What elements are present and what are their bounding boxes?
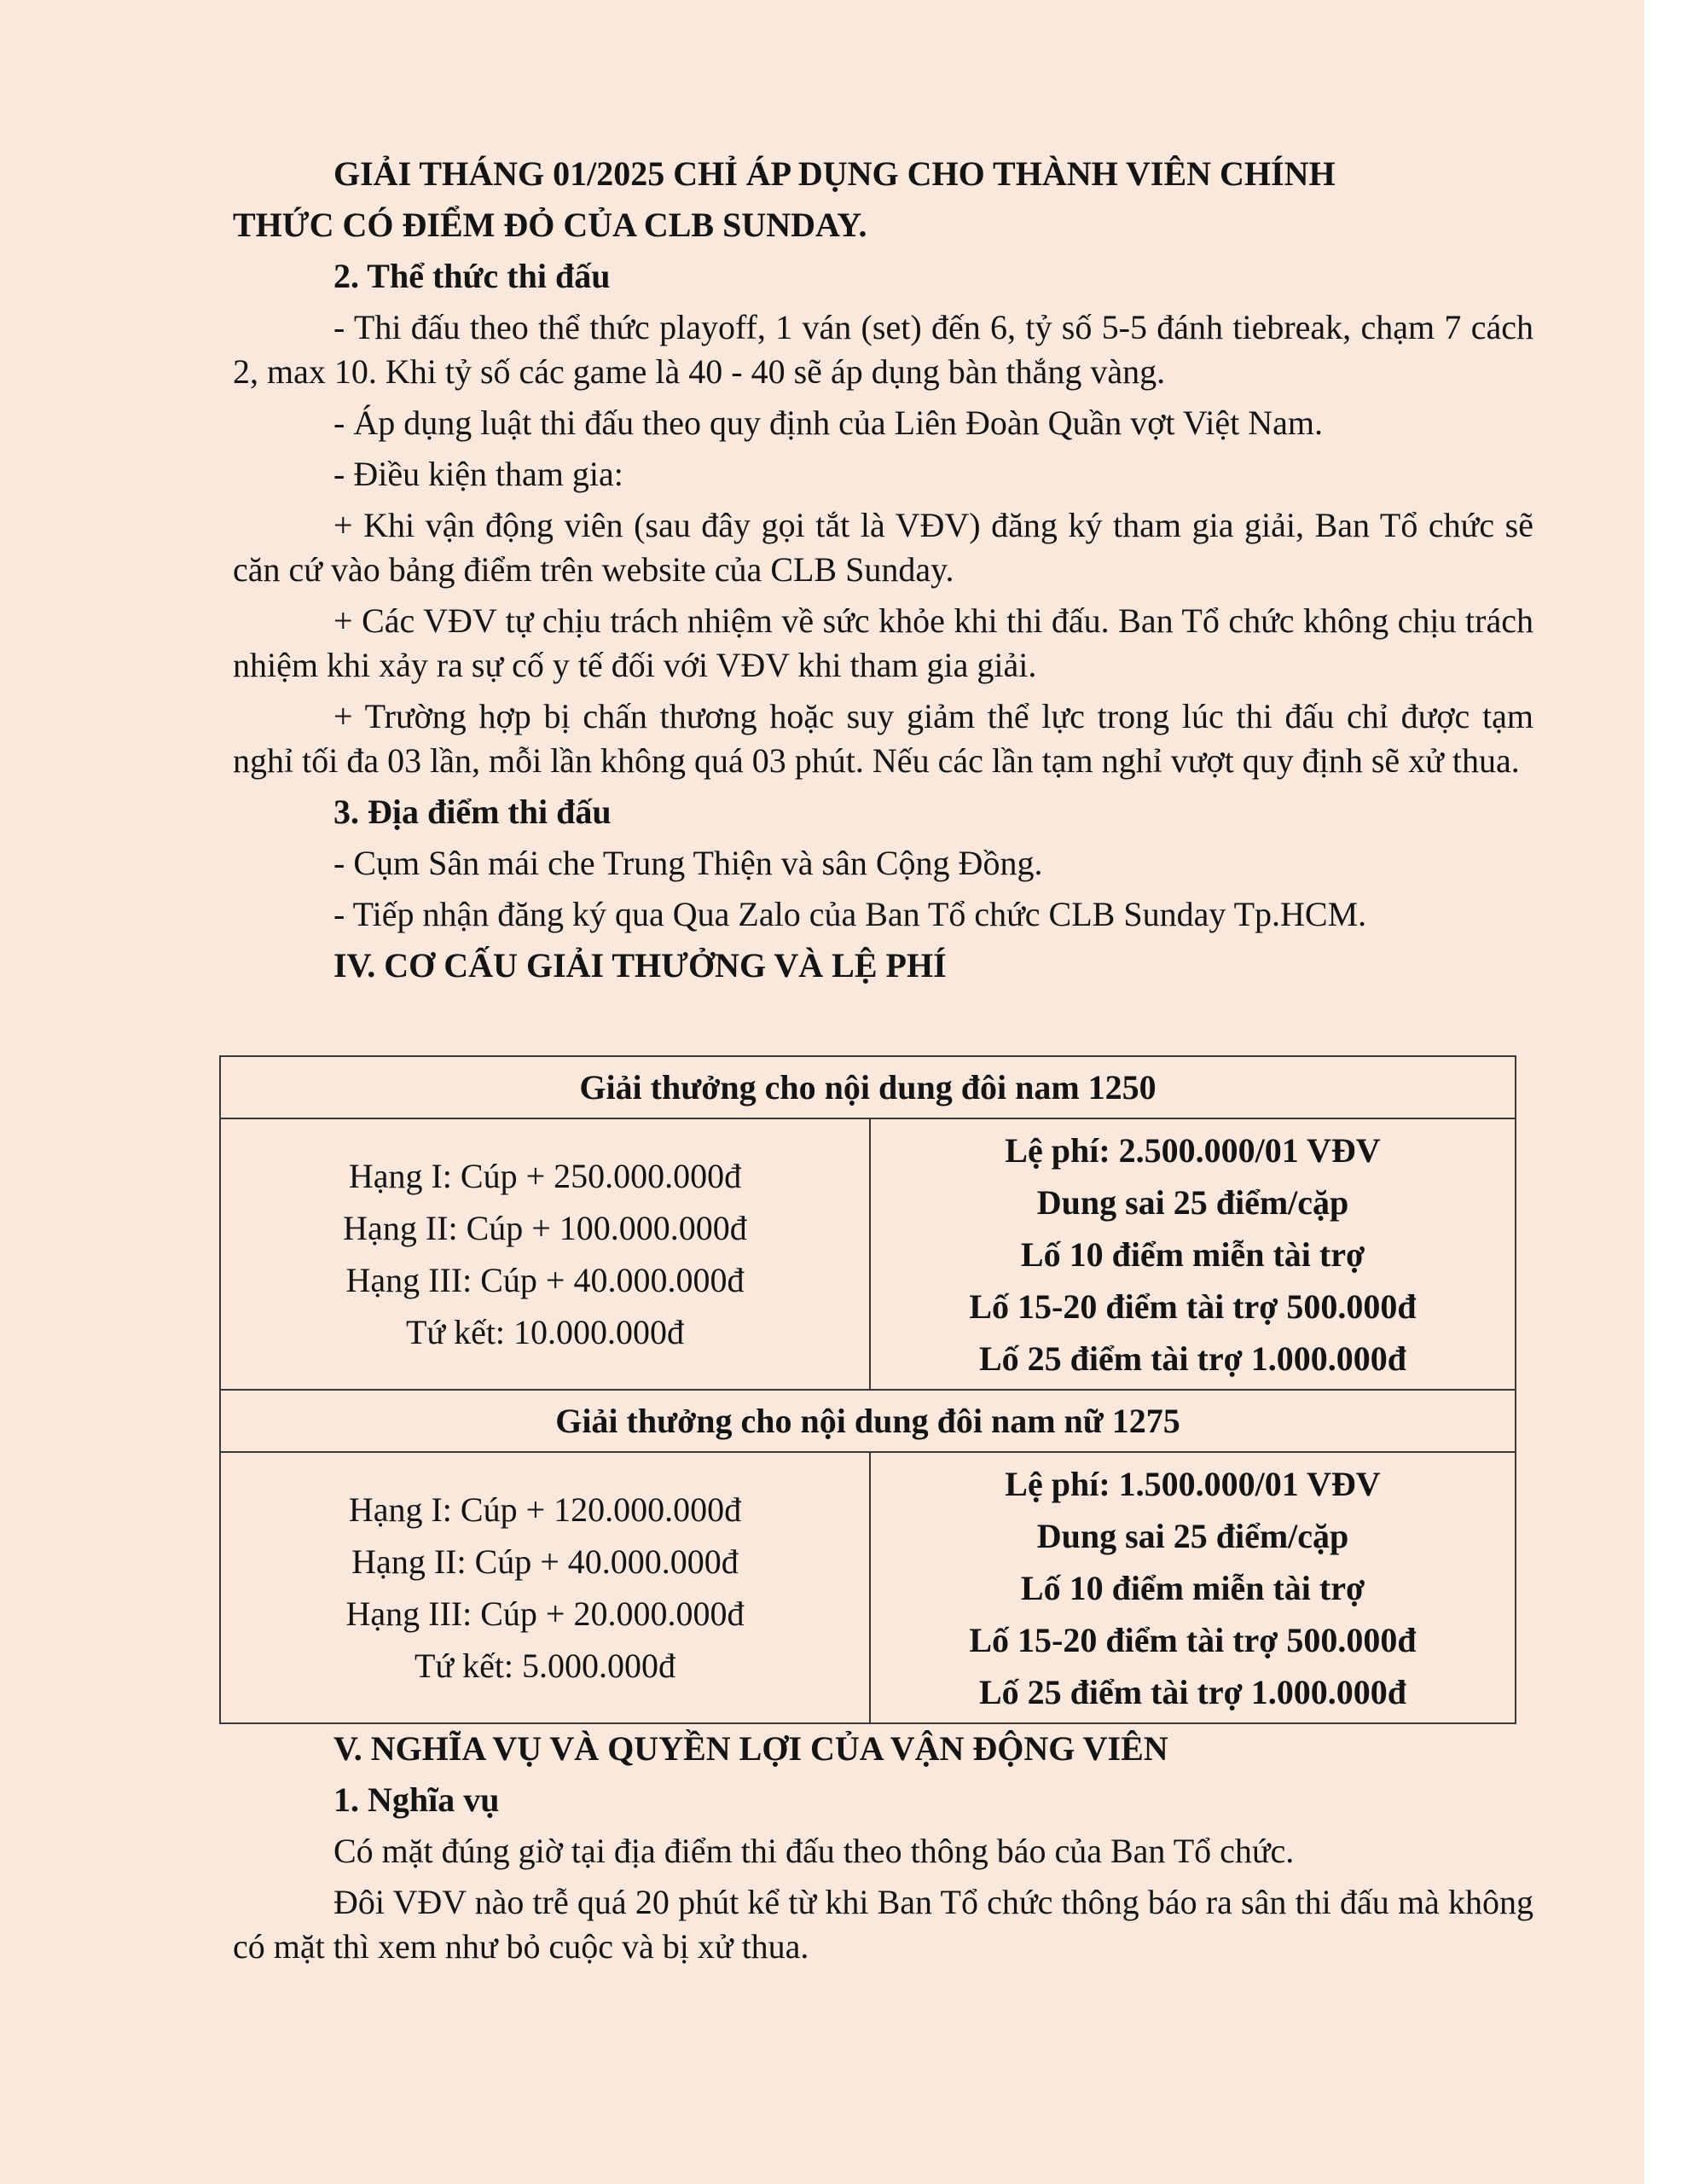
prize-line: Hạng I: Cúp + 120.000.000đ (348, 1490, 742, 1529)
document-body (233, 152, 1533, 995)
section-5-paragraph-1: Có mặt đúng giờ tại địa điểm thi đấu theo thông báo của Ban Tổ chức. (333, 1832, 1295, 1870)
table-row (220, 1452, 1516, 1723)
fee-line: Lố 25 điểm tài trợ 1.000.000đ (978, 1339, 1406, 1378)
men-doubles-fees (870, 1118, 1516, 1390)
prize-line: Tứ kết: 10.000.000đ (405, 1313, 685, 1351)
fee-line: Dung sai 25 điểm/cặp (1036, 1516, 1349, 1555)
fee-line: Dung sai 25 điểm/cặp (1036, 1182, 1349, 1222)
fee-line: Lố 10 điểm miễn tài trợ (1020, 1568, 1365, 1607)
section-2-paragraph-5: + Các VĐV tự chịu trách nhiệm về sức khỏe khi thi đấu. Ban Tổ chức không chịu trách nhiệm khi xảy ra sự cố y tế đối với VĐV khi tham gia giải. (233, 601, 1533, 684)
section-5-subtitle: 1. Nghĩa vụ (333, 1780, 500, 1819)
section-2-paragraph-3: - Điều kiện tham gia: (333, 455, 623, 493)
section-5-title: V. NGHĨA VỤ VÀ QUYỀN LỢI CỦA VẬN ĐỘNG VIÊN (333, 1729, 1168, 1768)
section-2-title: 2. Thể thức thi đấu (333, 257, 611, 295)
eligibility-notice (233, 152, 1533, 196)
fee-line: Lố 15-20 điểm tài trợ 500.000đ (969, 1287, 1417, 1326)
section-2-paragraph-4: + Khi vận động viên (sau đây gọi tắt là VĐV) đăng ký tham gia giải, Ban Tổ chức sẽ căn cứ vào bảng điểm trên website của CLB Sunday. (233, 506, 1533, 589)
section-3-paragraph-2: - Tiếp nhận đăng ký qua Qua Zalo của Ban Tổ chức CLB Sunday Tp.HCM. (333, 895, 1367, 933)
notice-line-1: GIẢI THÁNG 01/2025 CHỈ ÁP DỤNG CHO THÀNH VIÊN CHÍNH (333, 154, 1336, 193)
section-2-paragraph-2: - Áp dụng luật thi đấu theo quy định của Liên Đoàn Quần vợt Việt Nam. (333, 404, 1323, 442)
fee-line: Lố 10 điểm miễn tài trợ (1020, 1234, 1365, 1274)
prize-line: Hạng II: Cúp + 40.000.000đ (351, 1542, 739, 1581)
table-row (220, 1390, 1516, 1452)
table-row (220, 1118, 1516, 1390)
notice-line-2: THỨC CÓ ĐIỂM ĐỎ CỦA CLB SUNDAY. (233, 206, 867, 244)
section-5 (233, 1727, 1533, 1976)
section-3-paragraph-1: - Cụm Sân mái che Trung Thiện và sân Cộng Đồng. (333, 844, 1043, 882)
prize-line: Tứ kết: 5.000.000đ (414, 1647, 676, 1685)
table-row (220, 1056, 1516, 1118)
section-2-paragraph-6: + Trường hợp bị chấn thương hoặc suy giảm thể lực trong lúc thi đấu chỉ được tạm nghỉ tối đa 03 lần, mỗi lần không quá 03 phút. Nếu các lần tạm nghỉ vượt quy định sẽ xử thua. (233, 697, 1533, 780)
fee-line: Lố 25 điểm tài trợ 1.000.000đ (978, 1672, 1406, 1711)
men-doubles-prizes (220, 1118, 870, 1390)
section-2-paragraph-1: - Thi đấu theo thể thức playoff, 1 ván (set) đến 6, tỷ số 5-5 đánh tiebreak, chạm 7 cách 2, max 10. Khi tỷ số các game là 40 - 40 sẽ áp dụng bàn thắng vàng. (233, 308, 1533, 391)
mixed-doubles-title: Giải thưởng cho nội dung đôi nam nữ 1275 (220, 1390, 1516, 1452)
section-4-title: IV. CƠ CẤU GIẢI THƯỞNG VÀ LỆ PHÍ (333, 946, 947, 985)
men-doubles-title: Giải thưởng cho nội dung đôi nam 1250 (220, 1056, 1516, 1118)
prize-table (219, 1055, 1516, 1724)
section-5-paragraph-2: Đôi VĐV nào trễ quá 20 phút kể từ khi Ban Tổ chức thông báo ra sân thi đấu mà không có mặt thì xem như bỏ cuộc và bị xử thua. (233, 1883, 1533, 1966)
prize-line: Hạng III: Cúp + 40.000.000đ (345, 1261, 745, 1299)
prize-line: Hạng III: Cúp + 20.000.000đ (345, 1594, 745, 1633)
mixed-doubles-fees (870, 1452, 1516, 1723)
prize-line: Hạng I: Cúp + 250.000.000đ (348, 1157, 742, 1195)
mixed-doubles-prizes (220, 1452, 870, 1723)
section-3-title: 3. Địa điểm thi đấu (333, 793, 612, 831)
prize-line: Hạng II: Cúp + 100.000.000đ (343, 1209, 747, 1247)
fee-line: Lố 15-20 điểm tài trợ 500.000đ (969, 1620, 1417, 1659)
fee-line: Lệ phí: 2.500.000/01 VĐV (1005, 1130, 1381, 1170)
fee-line: Lệ phí: 1.500.000/01 VĐV (1005, 1464, 1381, 1503)
